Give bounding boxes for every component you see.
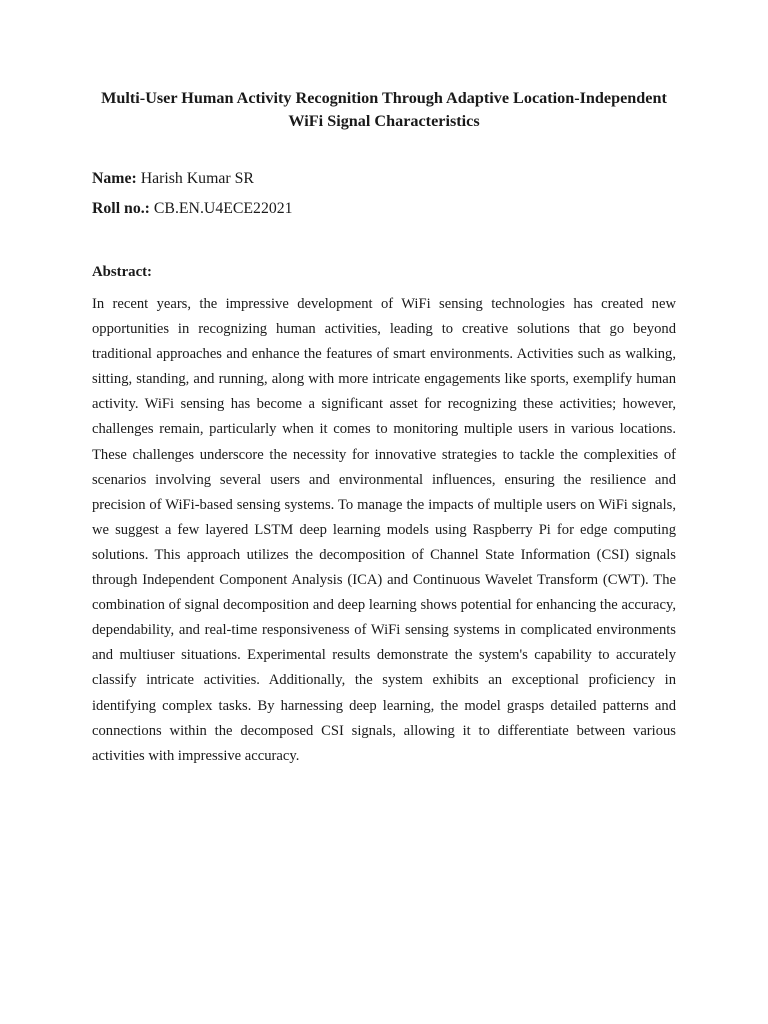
document-title: Multi-User Human Activity Recognition Through Adaptive Location-Independent WiFi Signal Characteristics <box>101 89 667 130</box>
abstract-heading: Abstract: <box>92 264 152 280</box>
name-value: Harish Kumar SR <box>140 170 254 187</box>
roll-label: Roll no.: <box>92 200 150 217</box>
abstract-body: In recent years, the impressive development of WiFi sensing technologies has created new opportunities in recognizing human activities, leading to creative solutions that go beyond traditional approaches and enhance the features of smart environments. Activities such as walking, sitting, standing, and running, along with more intricate engagements like sports, exemplify human activity. WiFi sensing has become a significant asset for recognizing these activities; however, challenges remain, particularly when it comes to monitoring multiple users in various locations. These challenges underscore the necessity for innovative strategies to tackle the complexities of scenarios involving several users and environmental influences, ensuring the resilience and precision of WiFi-based sensing systems. To manage the impacts of multiple users on WiFi signals, we suggest a few layered LSTM deep learning models using Raspberry Pi for edge computing solutions. This approach utilizes the decomposition of Channel State Information (CSI) signals through Independent Component Analysis (ICA) and Continuous Wavelet Transform (CWT). The combination of signal decomposition and deep learning shows potential for enhancing the accuracy, dependability, and real-time responsiveness of WiFi sensing systems in complicated environments and multiuser situations. Experimental results demonstrate the system's capability to accurately classify intricate activities. Additionally, the system exhibits an exceptional proficiency in identifying complex tasks. By harnessing deep learning, the model grasps detailed patterns and connections within the decomposed CSI signals, allowing it to differentiate between various activities with impressive accuracy. <box>92 296 676 764</box>
roll-number-line <box>92 199 293 219</box>
author-name-line <box>92 169 254 189</box>
name-label: Name: <box>92 170 137 187</box>
roll-value: CB.EN.U4ECE22021 <box>153 200 293 217</box>
